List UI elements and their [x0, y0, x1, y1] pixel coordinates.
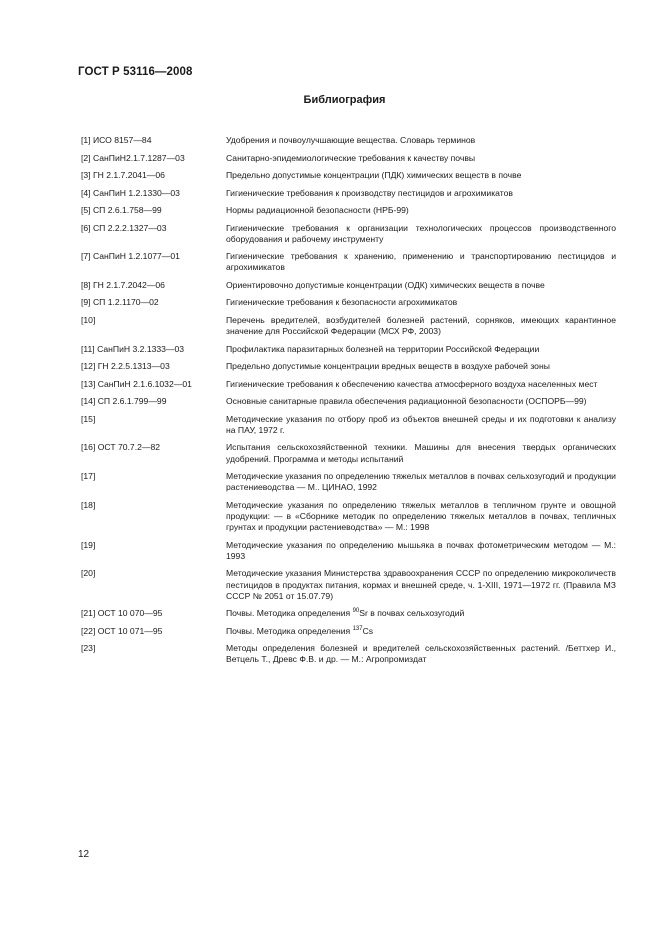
entry-text: Предельно допустимые концентрации вредных веществ в воздухе рабочей зоны	[226, 361, 550, 372]
bibliography-entry	[81, 379, 616, 390]
entry-text: Методические указания по определению тяжелых металлов в почвах сельхозугодий и продукции растениеводства — М.. ЦИНАО, 1992	[226, 471, 616, 493]
entry-text-tail: Sr в почвах сельхозугодий	[359, 608, 465, 619]
entry-description	[226, 223, 616, 245]
bibliography-entry	[81, 500, 616, 534]
entry-reference: [7] СанПиН 1.2.1077—01	[81, 251, 180, 262]
entry-description	[226, 608, 616, 619]
entry-reference: [2] СанПиН2.1.7.1287—03	[81, 152, 185, 163]
entry-reference: [22] ОСТ 10 071—95	[81, 625, 163, 636]
entry-text: Санитарно-эпидемиологические требования к качеству почвы	[226, 152, 476, 163]
entry-description	[226, 471, 616, 493]
entry-text: Профилактика паразитарных болезней на территории Российской Федерации	[226, 343, 540, 354]
entry-reference: [11] СанПиН 3.2.1333—03	[81, 343, 185, 354]
bibliography-entry	[81, 396, 616, 407]
entry-description	[226, 170, 616, 181]
entry-text: Почвы. Методика определения	[226, 625, 351, 636]
entry-description	[226, 344, 616, 355]
entry-text: Предельно допустимые концентрации (ПДК) химических веществ в почве	[226, 170, 522, 180]
entry-reference: [16] ОСТ 70.7.2—82	[81, 442, 161, 453]
entry-description	[226, 540, 616, 562]
entry-text: Удобрения и почвоулучшающие вещества. Словарь терминов	[226, 135, 476, 145]
entry-reference: [20]	[81, 568, 96, 579]
entry-reference: [12] ГН 2.2.5.1313—03	[81, 361, 170, 372]
isotope-mass-number: 137	[352, 625, 363, 632]
entry-description	[226, 361, 616, 372]
entry-reference: [15]	[81, 413, 96, 424]
entry-text: Гигиенические требования к хранению, применению и транспортированию пестицидов и агрохимикатов	[226, 251, 616, 273]
entry-text: Гигиенические требования к безопасности агрохимикатов	[226, 297, 458, 308]
entry-reference: [6] СП 2.2.2.1327—03	[81, 222, 167, 233]
entry-text: Перечень вредителей, возбудителей болезней растений, сорняков, имеющих карантинное значение для Российской Федерации (МСХ РФ, 2003)	[226, 314, 616, 337]
bibliography-entry	[81, 188, 616, 199]
bibliography-entry	[81, 608, 616, 619]
bibliography-entry	[81, 361, 616, 372]
bibliography-entry	[81, 626, 616, 637]
bibliography-entry	[81, 442, 616, 464]
entry-reference: [23]	[81, 643, 96, 654]
entry-description	[226, 414, 616, 436]
isotope-mass-number: 90	[352, 608, 360, 615]
entry-text: Методические указания по отбору проб из объектов внешней среды и их подготовки к анализу на ПАУ, 1972 г.	[226, 413, 616, 435]
entry-text: Гигиенические требования к обеспечению качества атмосферного воздуха населенных мест	[226, 378, 598, 389]
entry-description	[226, 626, 616, 637]
entry-description	[226, 379, 616, 390]
entry-text: Испытания сельскохозяйственной техники. Машины для внесения твердых органических удобрений. Программа и методы испытаний	[226, 442, 616, 464]
entry-reference: [5] СП 2.6.1.758—99	[81, 205, 162, 215]
entry-text: Гигиенические требования к производству пестицидов и агрохимикатов	[226, 187, 513, 198]
bibliography-entry	[81, 280, 616, 291]
entry-reference: [19]	[81, 539, 96, 550]
entry-description	[226, 280, 616, 291]
entry-text: Гигиенические требования к организации технологических процессов производственного оборудования и рабочему инструменту	[226, 222, 616, 244]
entry-reference: [3] ГН 2.1.7.2041—06	[81, 170, 165, 180]
entry-description	[226, 643, 616, 665]
entry-text: Методы определения болезней и вредителей сельскохозяйственных растений. /Беттхер И., Ветцель Т., Древс Ф.В. и др. — М.: Агропромиздат	[226, 643, 616, 665]
entry-text: Методические указания по определению тяжелых металлов в тепличном грунте и овощной продукции: — в «Сборнике методик по определению тяжелых металлов в почвах, тепличных грунтах и продукции растениеводства» — М.: 1998	[226, 499, 616, 533]
entry-reference: [10]	[81, 314, 96, 325]
bibliography-entry	[81, 315, 616, 337]
bibliography-entry	[81, 568, 616, 602]
entry-reference: [8] ГН 2.1.7.2042—06	[81, 279, 165, 290]
document-code: ГОСТ Р 53116—2008	[78, 66, 193, 78]
bibliography-entry	[81, 297, 616, 308]
bibliography-entry	[81, 471, 616, 493]
entry-reference: [14] СП 2.6.1.799—99	[81, 396, 167, 407]
entry-text: Основные санитарные правила обеспечения радиационной безопасности (ОСПОРБ—99)	[226, 396, 587, 407]
entry-description	[226, 500, 616, 534]
bibliography-entry	[81, 223, 616, 245]
bibliography-entry	[81, 153, 616, 164]
entry-reference: [1] ИСО 8157—84	[81, 135, 152, 145]
entry-description	[226, 442, 616, 464]
entry-reference: [4] СанПиН 1.2.1330—03	[81, 187, 180, 198]
entry-description	[226, 188, 616, 199]
entry-description	[226, 315, 616, 337]
bibliography-list	[81, 135, 616, 672]
entry-description	[226, 568, 616, 602]
entry-reference: [13] СанПиН 2.1.6.1032—01	[81, 378, 192, 389]
bibliography-entry	[81, 414, 616, 436]
entry-description	[226, 251, 616, 273]
entry-text-tail: Cs	[362, 625, 374, 636]
entry-description	[226, 205, 616, 216]
entry-reference: [17]	[81, 471, 96, 482]
entry-description	[226, 297, 616, 308]
bibliography-entry	[81, 344, 616, 355]
bibliography-entry	[81, 251, 616, 273]
entry-text: Ориентировочно допустимые концентрации (ОДК) химических веществ в почве	[226, 279, 545, 290]
bibliography-entry	[81, 643, 616, 665]
entry-text: Методические указания Министерства здравоохранения СССР по определению микроколичеств пестицидов в продуктах питания, кормах и внешней среде, ч. 1-XIII, 1971—1972 гг. (Правила МЗ СССР № 2051 от 15.07.79)	[226, 568, 616, 601]
bibliography-entry	[81, 135, 616, 146]
entry-reference: [21] ОСТ 10 070—95	[81, 608, 163, 619]
entry-reference: [9] СП 1.2.1170—02	[81, 297, 159, 308]
entry-text: Почвы. Методика определения	[226, 608, 351, 619]
page-number: 12	[78, 849, 90, 860]
entry-description	[226, 153, 616, 164]
entry-description	[226, 396, 616, 407]
bibliography-entry	[81, 170, 616, 181]
entry-text: Методические указания по определению мышьяка в почвах фотометрическим методом — М.: 1993	[226, 539, 616, 561]
section-title: Библиография	[303, 94, 386, 106]
entry-text: Нормы радиационной безопасности (НРБ-99)	[226, 205, 409, 215]
bibliography-entry	[81, 205, 616, 216]
entry-reference: [18]	[81, 499, 96, 510]
bibliography-entry	[81, 540, 616, 562]
entry-description	[226, 135, 616, 146]
